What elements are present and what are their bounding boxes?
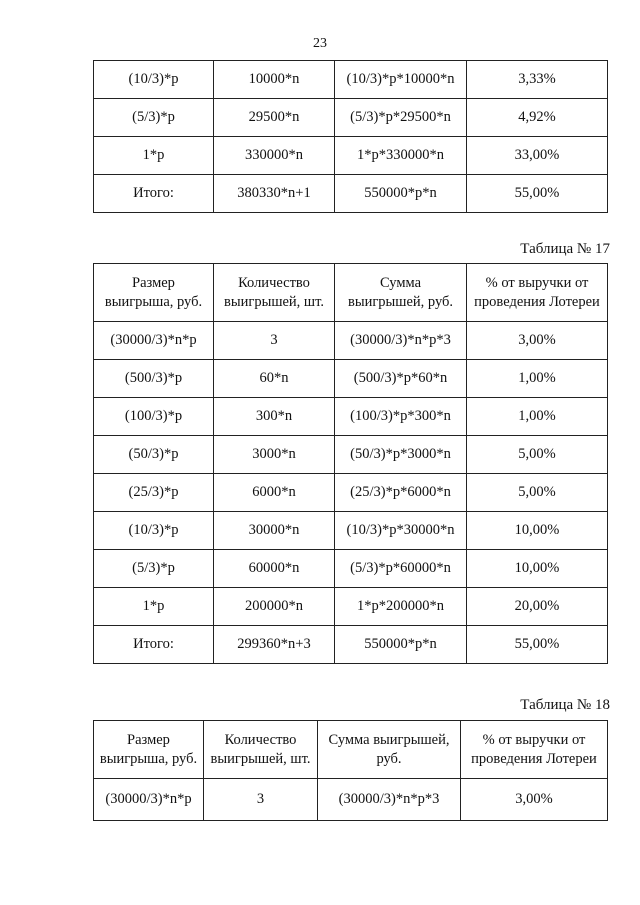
header-row [94, 721, 608, 779]
header-cell [204, 721, 318, 779]
table-cell: (30000/3)*n*p*3 [335, 322, 467, 360]
table-cell: 55,00% [467, 626, 608, 664]
table-cell: (500/3)*p [94, 360, 214, 398]
header-cell [335, 264, 467, 322]
table-cell: (100/3)*p*300*n [335, 398, 467, 436]
header-cell [461, 721, 608, 779]
table-row [94, 398, 608, 436]
header-text: выигрышей, руб. [347, 293, 454, 310]
header-text: выигрышей, шт. [224, 293, 324, 310]
table-cell: 20,00% [467, 588, 608, 626]
table16-body [94, 61, 608, 213]
header-text: Количество [238, 275, 310, 292]
header-text: Количество [224, 732, 297, 749]
table-row [94, 322, 608, 360]
table-cell: (10/3)*p*10000*n [335, 61, 467, 99]
table-cell: 1*p [94, 137, 214, 175]
header-text: Сумма [379, 275, 422, 292]
table-cell: 1*p*330000*n [335, 137, 467, 175]
table-row [94, 550, 608, 588]
table-cell: 33,00% [467, 137, 608, 175]
table-cell: (30000/3)*n*p [94, 322, 214, 360]
table-cell: 550000*p*n [335, 175, 467, 213]
table-cell: 3000*n [214, 436, 335, 474]
table-cell: 3,00% [461, 779, 608, 821]
table-cell: (25/3)*p*6000*n [335, 474, 467, 512]
table-cell: 60000*n [214, 550, 335, 588]
table-cell: 3,00% [467, 322, 608, 360]
table-cell: 1*p*200000*n [335, 588, 467, 626]
table-cell: 1*p [94, 588, 214, 626]
header-text: проведения Лотереи [474, 293, 600, 310]
header-text: Сумма выигрышей, [328, 732, 450, 749]
table-cell: Итого: [94, 626, 214, 664]
table-cell: 3 [214, 322, 335, 360]
table-cell: (10/3)*p [94, 512, 214, 550]
header-cell [214, 264, 335, 322]
header-text: выигрыша, руб. [104, 293, 203, 310]
table-row [94, 99, 608, 137]
header-text: руб. [376, 750, 402, 767]
table-cell: (30000/3)*n*p*3 [318, 779, 461, 821]
table-cell: 1,00% [467, 398, 608, 436]
table-cell: (10/3)*p [94, 61, 214, 99]
table-cell: 1,00% [467, 360, 608, 398]
table18-body [94, 721, 608, 821]
table18-caption: Таблица № 18 [520, 697, 610, 713]
header-cell [94, 264, 214, 322]
table17-caption: Таблица № 17 [520, 241, 610, 257]
table-row [94, 474, 608, 512]
table-cell: (30000/3)*n*p [94, 779, 204, 821]
table-cell: 330000*n [214, 137, 335, 175]
header-cell [467, 264, 608, 322]
table-row [94, 512, 608, 550]
table-row [94, 137, 608, 175]
table-cell: 55,00% [467, 175, 608, 213]
header-row [94, 264, 608, 322]
table-cell: 10,00% [467, 512, 608, 550]
table-row [94, 360, 608, 398]
prize-table-16-continuation [93, 60, 608, 213]
table-cell: 5,00% [467, 474, 608, 512]
table-row [94, 436, 608, 474]
table-cell: 60*n [214, 360, 335, 398]
table-cell: (50/3)*p [94, 436, 214, 474]
table-cell: 6000*n [214, 474, 335, 512]
prize-table-18 [93, 720, 608, 821]
table-cell: 380330*n+1 [214, 175, 335, 213]
table-cell: (5/3)*p*29500*n [335, 99, 467, 137]
header-text: % от выручки от [485, 275, 589, 292]
table-cell: (50/3)*p*3000*n [335, 436, 467, 474]
table-cell: 300*n [214, 398, 335, 436]
table-cell: 4,92% [467, 99, 608, 137]
table-row [94, 626, 608, 664]
table-cell: Итого: [94, 175, 214, 213]
header-text: выигрышей, шт. [210, 750, 311, 767]
table-cell: 29500*n [214, 99, 335, 137]
header-text: % от выручки от [482, 732, 586, 749]
table-cell: 30000*n [214, 512, 335, 550]
table-cell: 10,00% [467, 550, 608, 588]
table17-body [94, 264, 608, 664]
table-cell: (5/3)*p [94, 550, 214, 588]
table-cell: (100/3)*p [94, 398, 214, 436]
header-text: Размер [132, 275, 175, 292]
header-text: Размер [127, 732, 170, 749]
header-cell [318, 721, 461, 779]
table-cell: 550000*p*n [335, 626, 467, 664]
table-row [94, 779, 608, 821]
table-cell: (500/3)*p*60*n [335, 360, 467, 398]
table-cell: 5,00% [467, 436, 608, 474]
table-cell: 3,33% [467, 61, 608, 99]
table-cell: (5/3)*p [94, 99, 214, 137]
header-text: выигрыша, руб. [99, 750, 198, 767]
page-number: 23 [313, 36, 327, 51]
header-cell [94, 721, 204, 779]
table-cell: (25/3)*p [94, 474, 214, 512]
table-cell: (10/3)*p*30000*n [335, 512, 467, 550]
table-cell: 299360*n+3 [214, 626, 335, 664]
table-cell: 3 [204, 779, 318, 821]
table-row [94, 175, 608, 213]
table-cell: 200000*n [214, 588, 335, 626]
table-cell: 10000*n [214, 61, 335, 99]
table-row [94, 61, 608, 99]
table-row [94, 588, 608, 626]
prize-table-17 [93, 263, 608, 664]
table-cell: (5/3)*p*60000*n [335, 550, 467, 588]
header-text: проведения Лотереи [471, 750, 597, 767]
